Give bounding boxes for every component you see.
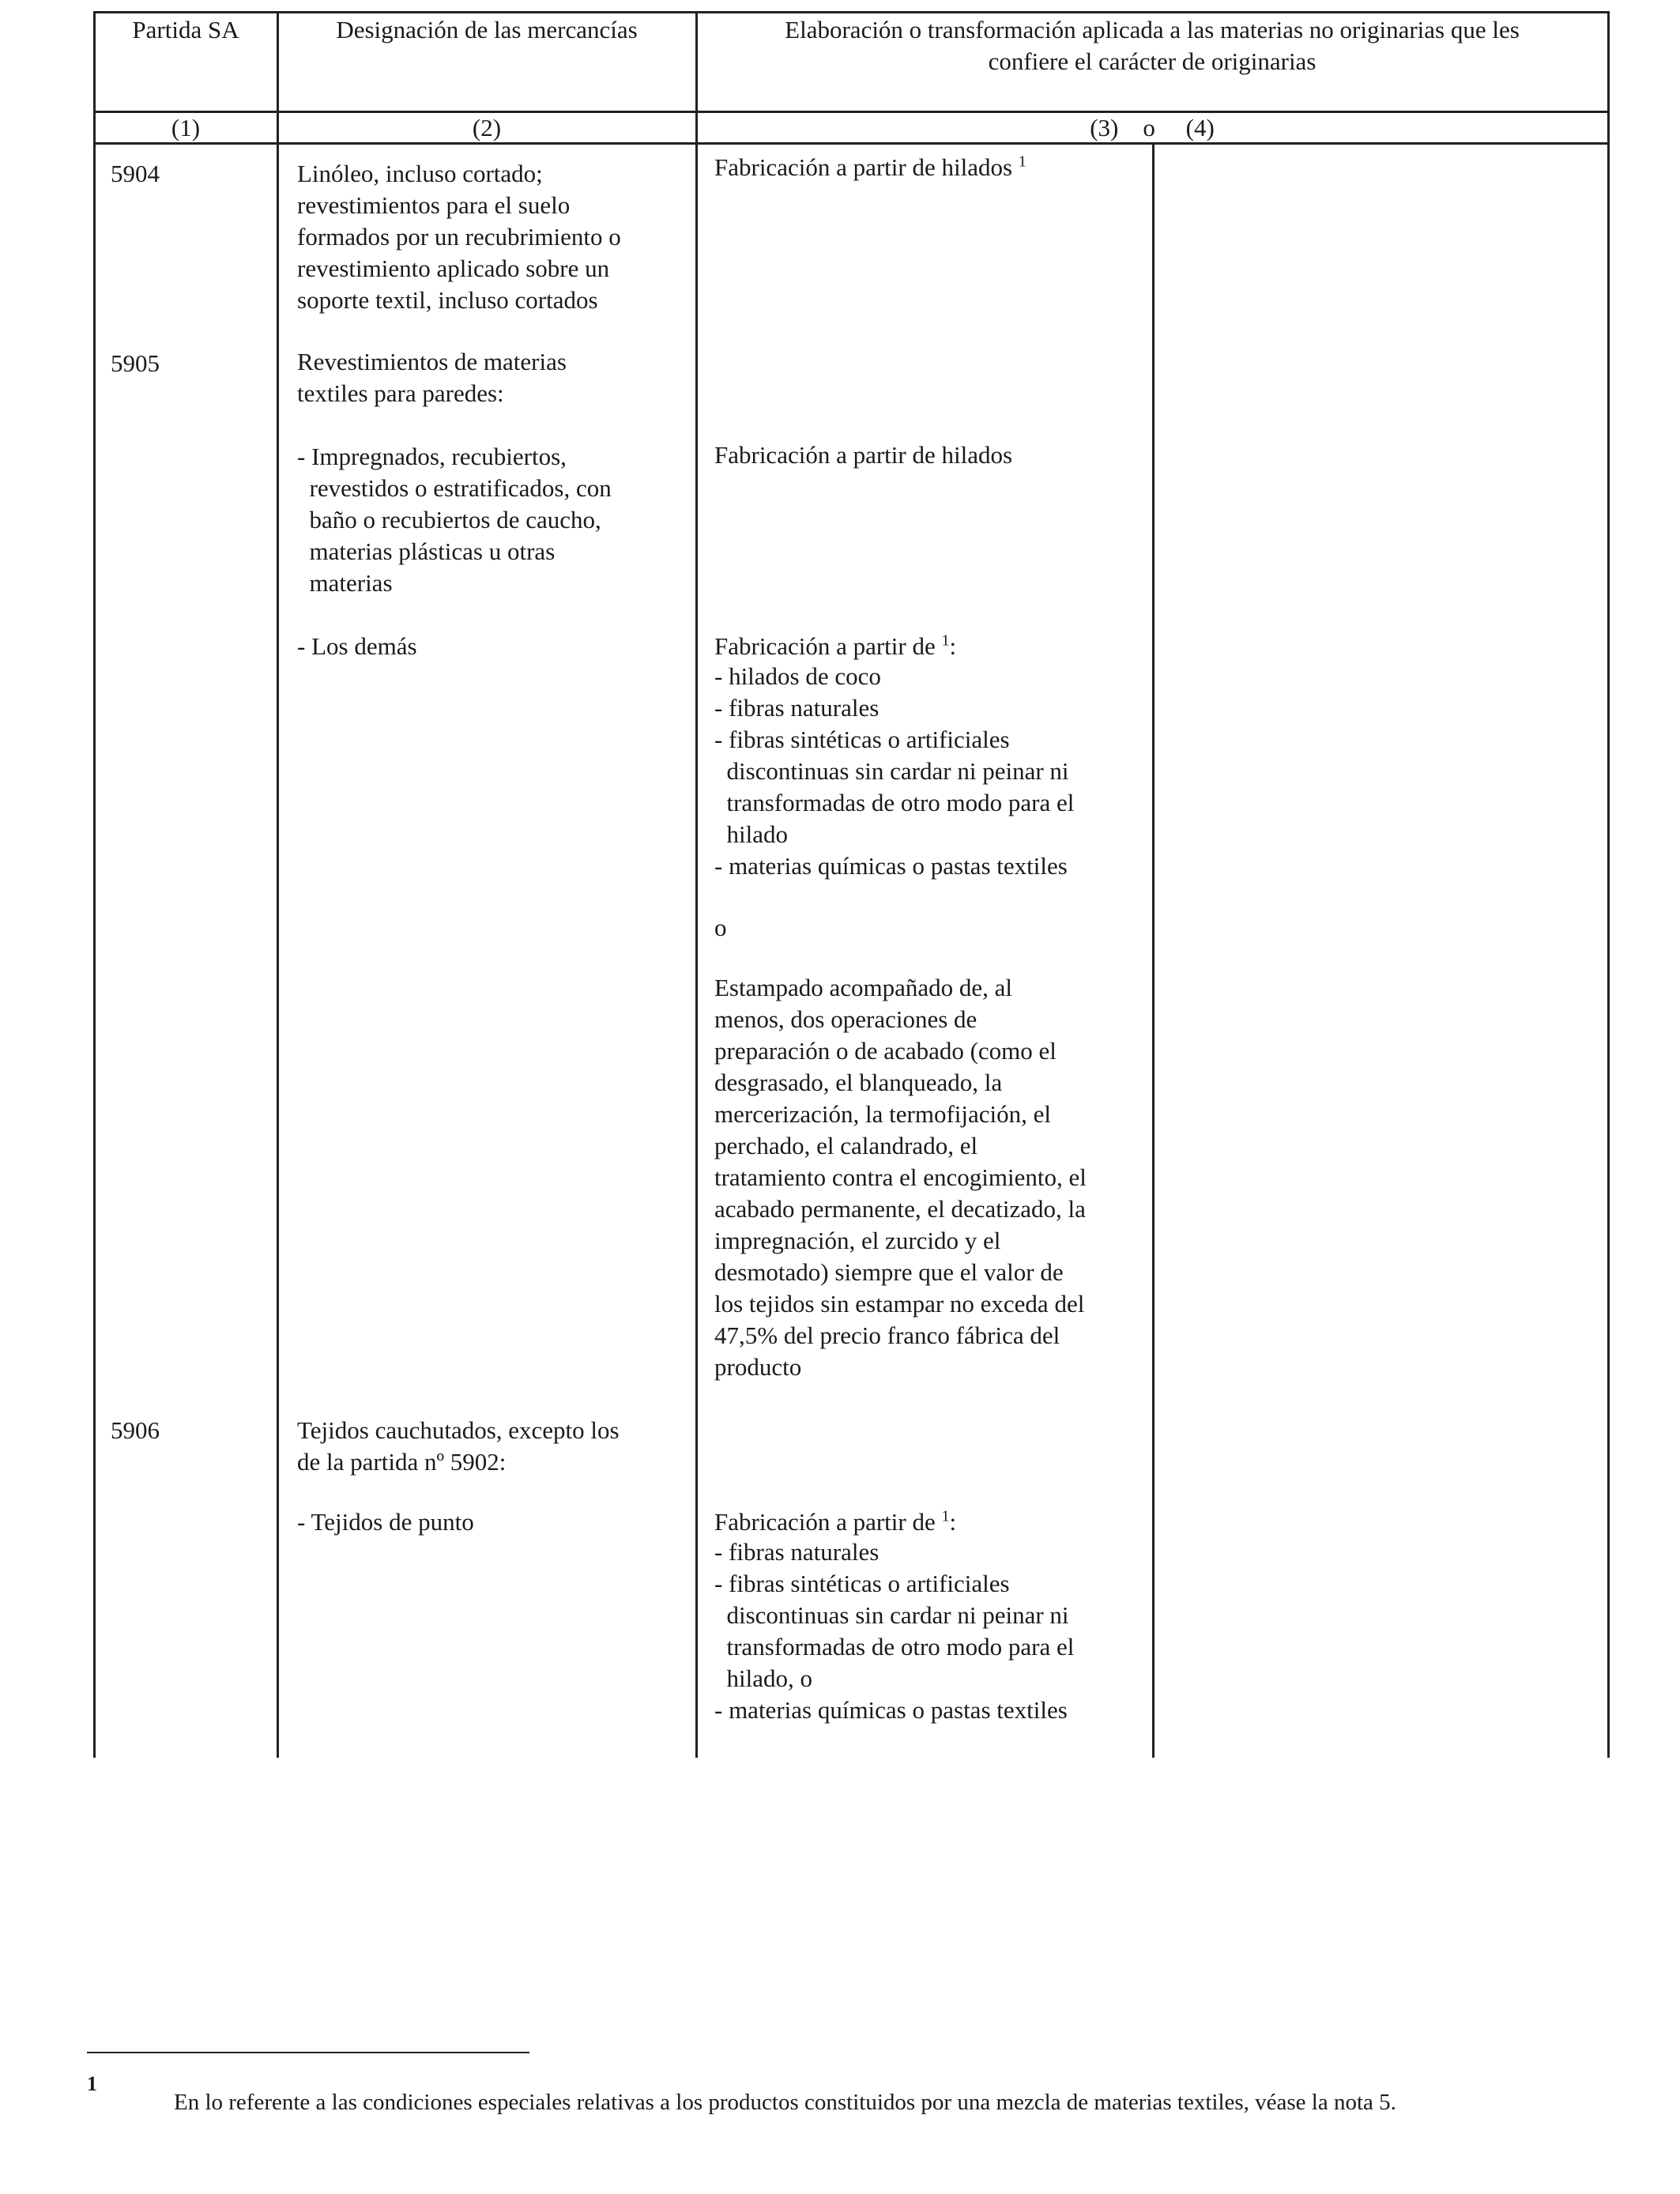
header-designacion: Designación de las mercancías — [336, 16, 638, 43]
row-5906-sub1-footnote-ref: 1 — [941, 1507, 950, 1525]
row-5905-sub2-rule-head — [714, 631, 956, 662]
row-5905-sub2-or: o — [714, 914, 727, 941]
table-left-border — [93, 11, 96, 1758]
footnote-mark: 1 — [87, 2072, 97, 2095]
row-5905-sub1-description: - Impregnados, recubiertos, revestidos o estratificados, con baño o recubiertos de caucho, materias plásticas u otras materias — [297, 443, 612, 597]
row-5905-sub2-rule-head-text: Fabricación a partir de — [714, 632, 936, 660]
col1-divider — [277, 11, 279, 1758]
row-5905-description: Revestimientos de materias textiles para paredes: — [297, 348, 567, 407]
header-num-3-4: (3) o (4) — [1090, 114, 1215, 141]
table-right-border — [1607, 11, 1610, 1758]
footnote-text: En lo referente a las condiciones especiales relativas a los productos constituidos por una mezcla de materias textiles, véase la nota 5. — [174, 2090, 1396, 2115]
row-5905-sub2-description: - Los demás — [297, 632, 417, 660]
row-5906-sub1-rule-head — [714, 1506, 956, 1538]
col2-divider — [695, 11, 698, 1758]
header-elaboracion-line1: Elaboración o transformación aplicada a las materias no originarias que les — [785, 16, 1520, 43]
row-5904-code: 5904 — [111, 160, 160, 187]
col3-divider — [1152, 142, 1155, 1758]
row-5906-sub1-rule-list: - fibras naturales - fibras sintéticas o artificiales discontinuas sin cardar ni peinar ni transformadas de otro modo para el hilado, o - materias químicas o pastas textiles — [714, 1538, 1075, 1724]
header-partida-sa: Partida SA — [132, 16, 239, 43]
row-5906-sub1-description: - Tejidos de punto — [297, 1508, 474, 1536]
row-5905-code: 5905 — [111, 349, 160, 377]
header-num-2: (2) — [472, 114, 502, 141]
header-num-1: (1) — [171, 114, 201, 141]
row-5904-rule — [714, 152, 1026, 183]
header-elaboracion-line2: confiere el carácter de originarias — [988, 47, 1317, 75]
row-5906-code: 5906 — [111, 1416, 160, 1444]
footnote-separator — [87, 2052, 529, 2053]
row-5906-sub1-rule-head-text: Fabricación a partir de — [714, 1508, 936, 1536]
row-5904-description: Linóleo, incluso cortado; revestimientos para el suelo formados por un recubrimiento o revestimiento aplicado sobre un soporte textil, incluso cortados — [297, 160, 621, 314]
row-5906-sub1-rule-colon: : — [949, 1508, 957, 1536]
row-5906-description: Tejidos cauchutados, excepto los de la partida nº 5902: — [297, 1416, 620, 1476]
row-5904-rule-text: Fabricación a partir de hilados — [714, 153, 1013, 181]
row-5905-sub1-rule: Fabricación a partir de hilados — [714, 441, 1013, 469]
row-5905-sub2-rule-alt: Estampado acompañado de, al menos, dos operaciones de preparación o de acabado (como el desgrasado, el blanqueado, la mercerización, la termofijación, el perchado, el calandrado, el tratamiento contra el encogimiento, el acabado permanente, el decatizado, la impregnación, el zurcido y el desmotado) siempre que el valor de los tejidos sin estampar no exceda del 47,5% del precio franco fábrica del producto — [714, 974, 1087, 1381]
row-5904-rule-footnote-ref: 1 — [1018, 153, 1026, 171]
row-5905-sub2-footnote-ref: 1 — [941, 631, 950, 650]
table-top-border — [93, 11, 1609, 13]
row-5905-sub2-rule-colon: : — [949, 632, 957, 660]
row-5905-sub2-rule-list: - hilados de coco - fibras naturales - fibras sintéticas o artificiales discontinuas sin cardar ni peinar ni transformadas de otro modo para el hilado - materias químicas o pastas textiles — [714, 662, 1075, 880]
